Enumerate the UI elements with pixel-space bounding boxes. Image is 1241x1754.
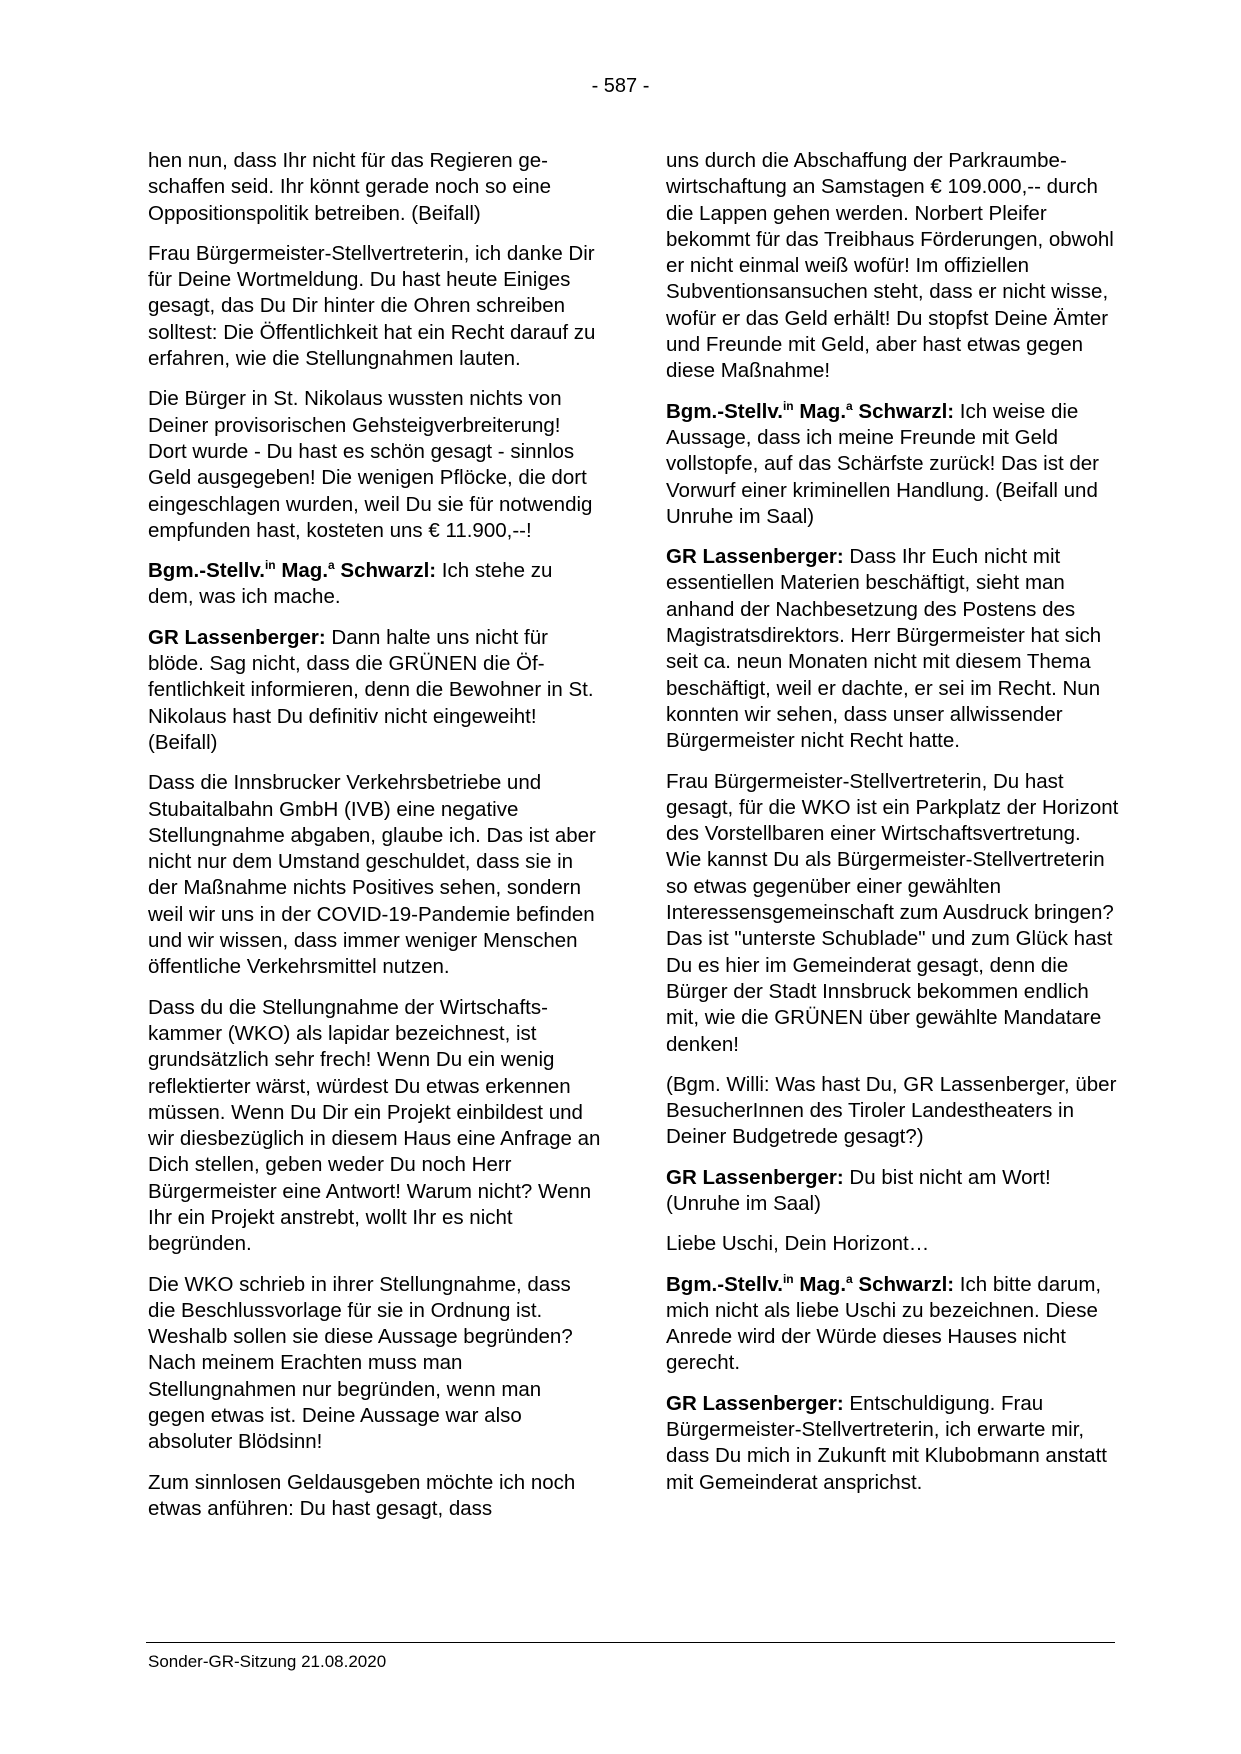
right-column <box>666 148 1120 1510</box>
paragraph: (Bgm. Willi: Was hast Du, GR Lassenberger, über BesucherInnen des Tiroler Landestheaters in Deiner Budgetrede gesagt?) <box>666 1072 1117 1149</box>
paragraph: Liebe Uschi, Dein Horizont… <box>666 1232 930 1256</box>
speaker-degree: Mag. <box>793 399 847 423</box>
speech-paragraph <box>666 399 1120 530</box>
speech-paragraph <box>666 544 1120 754</box>
speech-text: Ich weise die Aussage, dass ich meine Freunde mit Geld vollstopfe, auf das Schärfste zurück! Das ist der Vorwurf einer kriminellen Handlung. (Beifall und Unruhe im Saal) <box>666 399 1099 528</box>
speech-paragraph <box>666 1391 1120 1496</box>
speaker-title-suffix: in <box>264 558 276 573</box>
paragraph: uns durch die Abschaffung der Parkraumbewirtschaftung an Samstagen € 109.000,-- durch die Lappen gehen werden. Norbert Pleifer bekommt für das Treibhaus Förderungen, obwohl er nicht einmal weiß wofür! Im offiziellen Subventionsansuchen steht, dass er nicht wisse, wofür er das Geld erhält! Du stopfst Deine Ämter und Freunde mit Geld, aber hast etwas gegen diese Maßnahme! <box>666 149 1114 383</box>
speaker-degree-suffix: a <box>846 1271 853 1286</box>
paragraph: Dass du die Stellungnahme der Wirtschaftskammer (WKO) als lapidar bezeichnest, ist grundsätzlich sehr frech! Wenn Du ein wenig reflektierter wärst, würdest Du etwas erkennen müssen. Wenn Du Dir ein Projekt einbildest und wir diesbezüglich in diesem Haus eine Anfrage an Dich stellen, geben weder Du noch Herr Bürgermeister eine Antwort! Warum nicht? Wenn Ihr ein Projekt anstrebt, wollt Ihr es nicht begründen. <box>148 995 601 1256</box>
speech-text: Entschuldigung. Frau Bürgermeister-Stellvertreterin, ich erwarte mir, dass Du mich in Zukunft mit Klubobmann anstatt mit Gemeinderat ansprichst. <box>666 1391 1107 1494</box>
speaker-name <box>666 1273 954 1296</box>
speech-text: Ich stehe zu dem, was ich mache. <box>148 559 553 609</box>
speaker-title: Bgm.-Stellv. <box>148 559 265 583</box>
speech-paragraph <box>148 558 602 611</box>
speaker-name <box>666 400 954 423</box>
speaker-name: GR Lassenberger: <box>666 545 844 569</box>
speech-paragraph <box>666 1165 1120 1218</box>
speaker-surname: Schwarzl: <box>852 1272 955 1296</box>
speaker-degree: Mag. <box>793 1272 847 1296</box>
speaker-surname: Schwarzl: <box>852 399 955 423</box>
speaker-degree: Mag. <box>275 559 329 583</box>
speaker-title-suffix: in <box>782 398 794 413</box>
paragraph: Dass die Innsbrucker Verkehrsbetriebe und Stubaitalbahn GmbH (IVB) eine negative Stellungnahme abgaben, glaube ich. Das ist aber nicht nur dem Umstand geschuldet, dass sie in der Maßnahme nichts Positives sehen, sondern weil wir uns in der COVID-19-Pandemie befinden und wir wissen, dass immer weniger Menschen öffentliche Verkehrsmittel nutzen. <box>148 771 596 979</box>
paragraph: Frau Bürgermeister-Stellvertreterin, Du hast gesagt, für die WKO ist ein Parkplatz der Horizont des Vorstellbaren einer Wirtschaftsvertretung. Wie kannst Du als Bürgermeister-Stellvertreterin so etwas gegenüber einer gewählten Interessensgemeinschaft zum Ausdruck bringen? Das ist "unterste Schublade" und zum Glück hast Du es hier im Gemeinderat gesagt, denn die Bürger der Stadt Innsbruck bekommen endlich mit, wie die GRÜNEN über gewählte Mandatare denken! <box>666 769 1119 1056</box>
speech-text: Du bist nicht am Wort! (Unruhe im Saal) <box>666 1165 1051 1215</box>
speaker-surname: Schwarzl: <box>334 559 437 583</box>
footer-session-label: Sonder-GR-Sitzung 21.08.2020 <box>148 1652 387 1671</box>
speech-text: Dann halte uns nicht für blöde. Sag nicht, dass die GRÜNEN die Öffentlichkeit informieren, denn die Bewohner in St. Nikolaus hast Du definitiv nicht eingeweiht! (Beifall) <box>148 625 594 754</box>
page-number: - 587 - <box>591 75 650 97</box>
paragraph: Die WKO schrieb in ihrer Stellungnahme, dass die Beschlussvorlage für sie in Ordnung ist. Weshalb sollen sie diese Aussage begründen? Nach meinem Erachten muss man Stellungnahmen nur begründen, wenn man gegen etwas ist. Deine Aussage war also absoluter Blödsinn! <box>148 1272 573 1454</box>
speech-paragraph <box>148 625 602 756</box>
speaker-name <box>148 559 436 582</box>
speaker-degree-suffix: a <box>846 398 853 413</box>
speaker-title: Bgm.-Stellv. <box>666 1272 783 1296</box>
speaker-name: GR Lassenberger: <box>666 1165 844 1189</box>
speaker-title: Bgm.-Stellv. <box>666 399 783 423</box>
speaker-degree-suffix: a <box>328 558 335 573</box>
speaker-name: GR Lassenberger: <box>148 625 326 649</box>
footer-divider <box>146 1642 1115 1643</box>
speech-text: Dass Ihr Euch nicht mit essentiellen Materien beschäftigt, sieht man anhand der Nachbesetzung des Postens des Magistratsdirektors. Herr Bürgermeister hat sich seit ca. neun Monaten nicht mit diesem Thema beschäftigt, weil er dachte, er sei im Recht. Nun konnten wir sehen, dass unser allwissender Bürgermeister nicht Recht hatte. <box>666 545 1102 753</box>
paragraph: Zum sinnlosen Geldausgeben möchte ich noch etwas anführen: Du hast gesagt, dass <box>148 1470 576 1520</box>
speech-text: Ich bitte darum, mich nicht als liebe Uschi zu bezeichnen. Diese Anrede wird der Würde dieses Hauses nicht gerecht. <box>666 1272 1102 1375</box>
speaker-name: GR Lassenberger: <box>666 1391 844 1415</box>
paragraph: hen nun, dass Ihr nicht für das Regieren geschaffen seid. Ihr könnt gerade noch so eine Oppositionspolitik betreiben. (Beifall) <box>148 149 552 225</box>
paragraph: Die Bürger in St. Nikolaus wussten nichts von Deiner provisorischen Gehsteigverbreiterung! Dort wurde - Du hast es schön gesagt - sinnlos Geld ausgegeben! Die wenigen Pflöcke, die dort eingeschlagen wurden, weil Du sie für notwendig empfunden hast, kosteten uns € 11.900,--! <box>148 387 593 542</box>
paragraph: Frau Bürgermeister-Stellvertreterin, ich danke Dir für Deine Wortmeldung. Du hast heute Einiges gesagt, das Du Dir hinter die Ohren schreiben solltest: Die Öffentlichkeit hat ein Recht darauf zu erfahren, wie die Stellungnahmen lauten. <box>148 241 596 371</box>
speaker-title-suffix: in <box>782 1271 794 1286</box>
speech-paragraph <box>666 1272 1120 1377</box>
left-column <box>148 148 602 1536</box>
